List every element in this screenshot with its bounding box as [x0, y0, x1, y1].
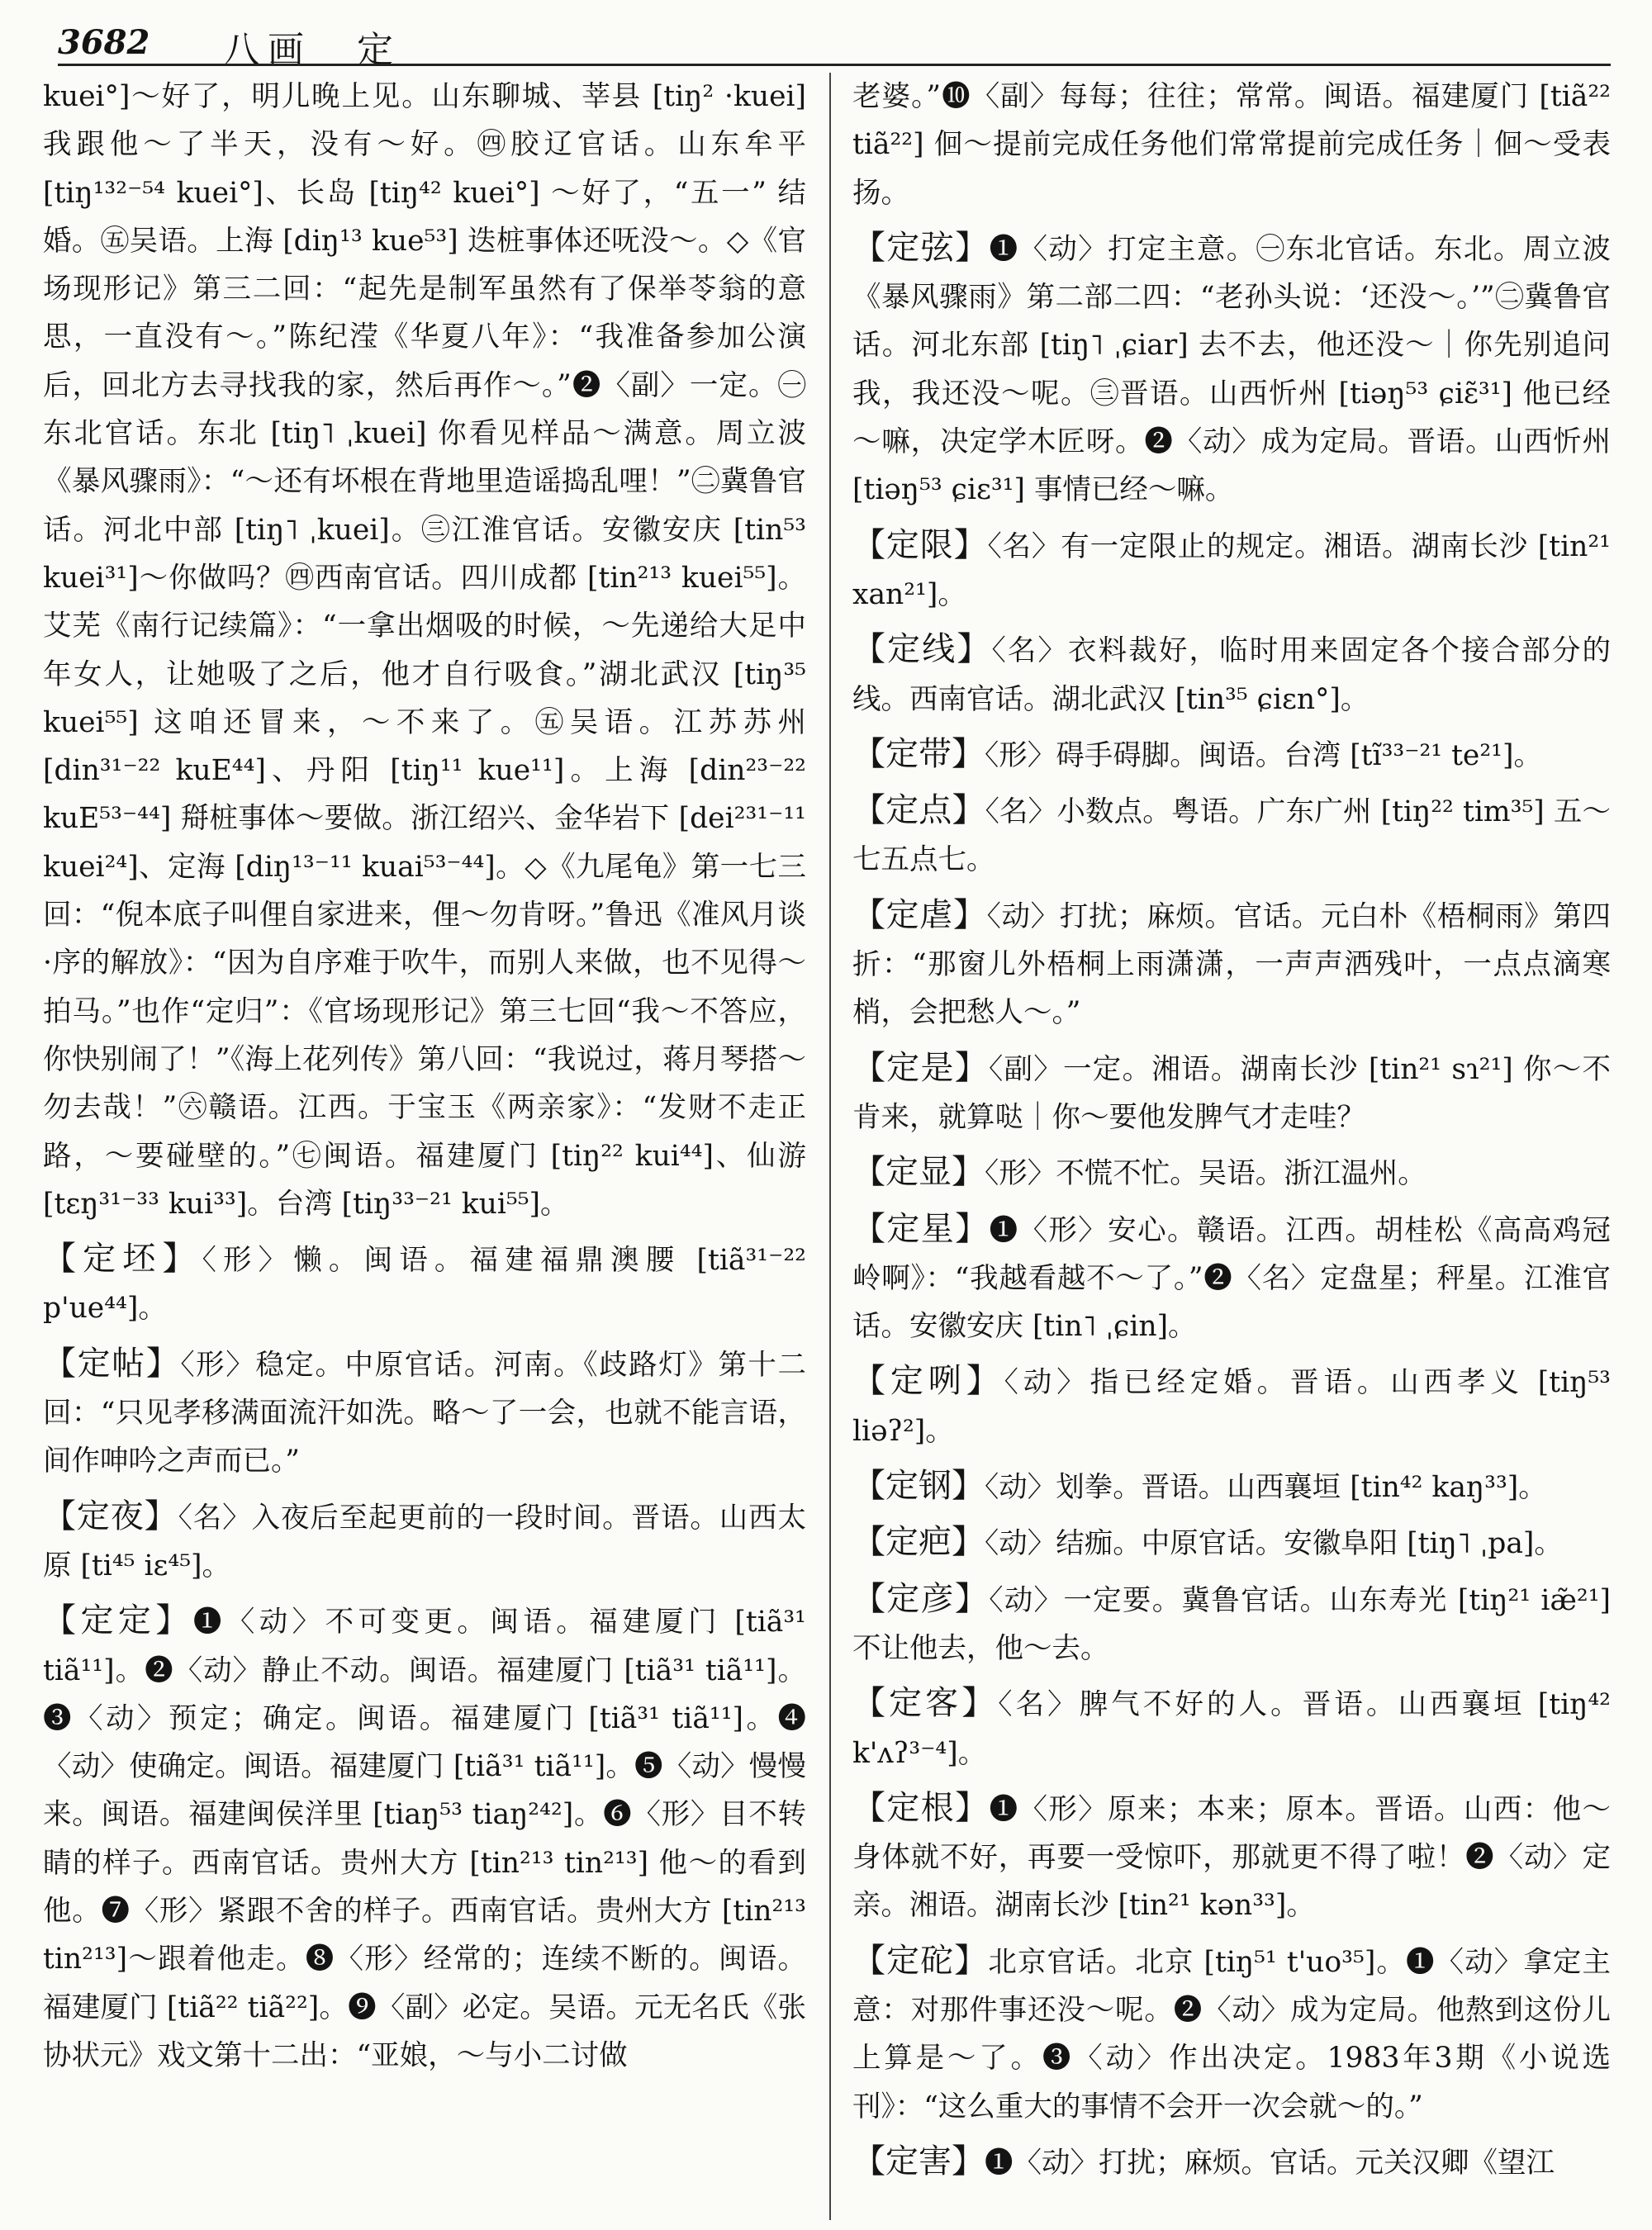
- entry-body: 〈动〉结痂。中原官话。安徽阜阳 [tiŋ˥ ˌpa]。: [985, 1527, 1563, 1561]
- dictionary-entry: [852, 521, 1611, 619]
- dictionary-entry: [852, 1518, 1611, 1568]
- entry-body: 〈动〉指已经定婚。晋语。山西孝义 [tiŋ⁵³ liəʔ²]。: [852, 1366, 1612, 1448]
- dictionary-entry: [852, 1784, 1611, 1930]
- dictionary-entry: [852, 730, 1611, 780]
- entry-body: ❶〈动〉打定主意。㊀东北官话。东北。周立波《暴风骤雨》第二部二四：“老孙头说：‘还没～。’”㊁冀鲁官话。河北东部 [tiŋ˥ ˌɕiar] 去不去，他还没～｜你先别追问我，我还没～呢。㊂晋语。山西忻州 [tiəŋ⁵³ ɕiɛ̃³¹] 他已经～嘛，决定学木匠呀。❷〈动〉成为定局。晋语。山西忻州 [tiəŋ⁵³ ɕiɛ³¹] 事情已经～嘛。: [852, 232, 1612, 507]
- right-column: [852, 73, 1611, 2194]
- section-heading: 八画 定: [223, 29, 401, 71]
- dictionary-entry: [852, 1937, 1611, 2131]
- entry-body: 〈名〉入夜后至起更前的一段时间。晋语。山西太原 [ti⁴⁵ iɛ⁴⁵]。: [43, 1501, 806, 1582]
- dictionary-entry: [852, 1462, 1611, 1511]
- entry-body: ❶〈形〉原来；本来；原本。晋语。山西：他～身体就不好，再要一受惊吓，那就更不得了啦！❷〈动〉定亲。湘语。湖南长沙 [tin²¹ kən³³]。: [852, 1792, 1612, 1923]
- dictionary-entry: [852, 2137, 1611, 2187]
- entry-body: 〈动〉一定要。冀鲁官话。山东寿光 [tiŋ²¹ iæ̃²¹] 不让他去，他～去。: [852, 1583, 1611, 1665]
- entry-headword: 【定线】: [852, 630, 992, 669]
- dictionary-entry: [852, 891, 1611, 1037]
- continuation-text: kuei°]～好了，明儿晚上见。山东聊城、莘县 [tiŋ² ·kuei] 我跟他～了半天，没有～好。㊃胶辽官话。山东牟平 [tiŋ¹³²⁻⁵⁴ kuei°]、长岛 [tiŋ⁴² kuei°] ～好了，“五一” 结婚。㊄吴语。上海 [diŋ¹³ kue⁵³] 迭桩事体还呒没～。◇《官场现形记》第三二回：“起先是制军虽然有了保举苓翁的意思，一直没有～。”陈纪滢《华夏八年》：“我准备参加公演后，回北方去寻找我的家，然后再作～。”❷〈副〉一定。㊀东北官话。东北 [tiŋ˥ ˌkuei] 你看见样品～满意。周立波《暴风骤雨》：“～还有坏根在背地里造谣捣乱哩！”㊁冀鲁官话。河北中部 [tiŋ˥ ˌkuei]。㊂江淮官话。安徽安庆 [tin⁵³ kuei³¹]～你做吗？㊃西南官话。四川成都 [tin²¹³ kuei⁵⁵]。艾芜《南行记续篇》：“一拿出烟吸的时候，～先递给大足中年女人，让她吸了之后，他才自行吸食。”湖北武汉 [tiŋ³⁵ kuei⁵⁵] 这咱还冒来，～不来了。㊄吴语。江苏苏州 [din³¹⁻²² kuE⁴⁴]、丹阳 [tiŋ¹¹ kue¹¹]。上海 [din²³⁻²² kuE⁵³⁻⁴⁴] 搿桩事体～要做。浙江绍兴、金华岩下 [dei²³¹⁻¹¹ kuei²⁴]、定海 [diŋ¹³⁻¹¹ kuai⁵³⁻⁴⁴]。◇《九尾龟》第一七三回：“倪本底子叫俚自家进来，俚～勿肯呀。”鲁迅《准风月谈·序的解放》：“因为自序难于吹牛，而别人来做，也不见得～拍马。”也作“定归”：《官场现形记》第三七回“我～不答应，你快别闹了！”《海上花列传》第八回：“我说过，蒋月琴搭～勿去哉！”㊅赣语。江西。于宝玉《两亲家》：“发财不走正路，～要碰壁的。”㊆闽语。福建厦门 [tiŋ²² kui⁴⁴]、仙游 [tɛŋ³¹⁻³³ kui³³]。台湾 [tiŋ³³⁻²¹ kui⁵⁵]。: [43, 80, 806, 1221]
- dictionary-entry: [852, 1357, 1611, 1455]
- dictionary-entry: [43, 1492, 806, 1591]
- entry-body: 〈形〉懒。闽语。福建福鼎澳腰 [tiã³¹⁻²² p'ue⁴⁴]。: [43, 1244, 806, 1326]
- entry-headword: 【定显】: [852, 1153, 985, 1192]
- entry-headword: 【定星】: [852, 1209, 990, 1248]
- entry-body: 〈形〉稳定。中原官话。河南。《歧路灯》第十二回：“只见孝移满面流汗如洗。略～了一会，也就不能言语，间作呻吟之声而已。”: [43, 1348, 807, 1478]
- entry-body: 〈名〉脾气不好的人。晋语。山西襄垣 [tiŋ⁴² k'ʌʔ³⁻⁴]。: [852, 1688, 1611, 1770]
- entry-body: 〈名〉衣料裁好，临时用来固定各个接合部分的线。西南官话。湖北武汉 [tin³⁵ ɕiɛn°]。: [852, 634, 1612, 716]
- page-number: 3682: [58, 23, 150, 62]
- entry-headword: 【定点】: [852, 791, 985, 830]
- entry-body: 〈动〉划拳。晋语。山西襄垣 [tin⁴² kaŋ³³]。: [985, 1471, 1547, 1505]
- dictionary-entry: [852, 1044, 1611, 1142]
- entry-body: ❶〈动〉打扰；麻烦。官话。元关汉卿《望江: [985, 2146, 1555, 2180]
- entry-body: 〈动〉打扰；麻烦。官话。元白朴《梧桐雨》第四折：“那窗儿外梧桐上雨潇潇，一声声洒残叶，一点点滴寒梢，会把愁人～。”: [852, 899, 1612, 1030]
- entry-headword: 【定弦】: [852, 228, 990, 267]
- entry-headword: 【定咧】: [852, 1362, 1004, 1401]
- entry-headword: 【定坯】: [43, 1240, 202, 1279]
- entry-headword: 【定虐】: [852, 895, 987, 934]
- entry-headword: 【定带】: [852, 734, 985, 773]
- entry-headword: 【定疤】: [852, 1523, 985, 1562]
- dictionary-entry: [852, 224, 1611, 515]
- entry-headword: 【定彦】: [852, 1579, 990, 1618]
- entry-headword: 【定夜】: [43, 1497, 178, 1535]
- dictionary-entry: [43, 1340, 806, 1486]
- page-header: [58, 15, 1611, 71]
- entry-body: 〈副〉一定。湘语。湖南长沙 [tin²¹ sɿ²¹] 你～不肯来，就算哒｜你～要他发脾气才走哇？: [852, 1052, 1611, 1134]
- dictionary-entry: [852, 1679, 1611, 1777]
- entry-body: ❶〈动〉不可变更。闽语。福建厦门 [tiã³¹ tiã¹¹]。❷〈动〉静止不动。闽语。福建厦门 [tiã³¹ tiã¹¹]。❸〈动〉预定；确定。闽语。福建厦门 [tiã³¹ tiã¹¹]。❹〈动〉使确定。闽语。福建厦门 [tiã³¹ tiã¹¹]。❺〈动〉慢慢来。闽语。福建闽侯洋里 [tiaŋ⁵³ tiaŋ²⁴²]。❻〈形〉目不转睛的样子。西南官话。贵州大方 [tin²¹³ tin²¹³] 他～的看到他。❼〈形〉紧跟不舍的样子。西南官话。贵州大方 [tin²¹³ tin²¹³]～跟着他走。❽〈形〉经常的；连续不断的。闽语。福建厦门 [tiã²² tiã²²]。❾〈副〉必定。吴语。元无名氏《张协状元》戏文第十二出：“亚娘，～与小二讨做: [43, 1606, 807, 2072]
- entry-headword: 【定帖】: [43, 1344, 181, 1383]
- dictionary-entry: [43, 1235, 806, 1333]
- dictionary-entry: [852, 1148, 1611, 1198]
- column-divider: [829, 73, 831, 2220]
- continuation-text: 老婆。”❿〈副〉每每；往往；常常。闽语。福建厦门 [tiã²² tiã²²] 佪～提前完成任务他们常常提前完成任务｜佪～受表扬。: [852, 80, 1611, 210]
- entry-headword: 【定根】: [852, 1788, 990, 1827]
- entry-headword: 【定砣】: [852, 1941, 989, 1980]
- entry-body: 〈形〉不慌不忙。吴语。浙江温州。: [985, 1157, 1427, 1191]
- entry-headword: 【定是】: [852, 1048, 990, 1087]
- entry-headword: 【定客】: [852, 1684, 999, 1723]
- header-rule: [58, 64, 1611, 66]
- entry-body: 〈形〉碍手碍脚。闽语。台湾 [tĩ³³⁻²¹ te²¹]。: [985, 738, 1542, 772]
- entry-body: 〈名〉有一定限止的规定。湘语。湖南长沙 [tin²¹ xan²¹]。: [852, 529, 1612, 611]
- entry-headword: 【定钢】: [852, 1467, 985, 1506]
- dictionary-entry: [852, 1205, 1611, 1351]
- dictionary-entry: [852, 786, 1611, 885]
- dictionary-entry: [852, 1575, 1611, 1673]
- entry-body: 北京官话。北京 [tiŋ⁵¹ t'uo³⁵]。❶〈动〉拿定主意：对那件事还没～呢。❷〈动〉成为定局。他熬到这份儿上算是～了。❸〈动〉作出决定。1983年3期《小说选刊》：“这么重大的事情不会开一次会就～的。”: [852, 1945, 1611, 2123]
- entry-body: ❶〈形〉安心。赣语。江西。胡桂松《高高鸡冠岭啊》：“我越看越不～了。”❷〈名〉定盘星；秤星。江淮官话。安徽安庆 [tin˥ ˌɕin]。: [852, 1213, 1612, 1344]
- entry-headword: 【定定】: [43, 1601, 193, 1640]
- dictionary-entry: [43, 1597, 806, 2080]
- entry-headword: 【定限】: [852, 525, 988, 564]
- dictionary-entry: [852, 625, 1611, 724]
- left-column: [43, 73, 806, 2086]
- entry-headword: 【定害】: [852, 2142, 985, 2180]
- entry-body: 〈名〉小数点。粤语。广东广州 [tiŋ²² tim³⁵] 五～七五点七。: [852, 795, 1612, 877]
